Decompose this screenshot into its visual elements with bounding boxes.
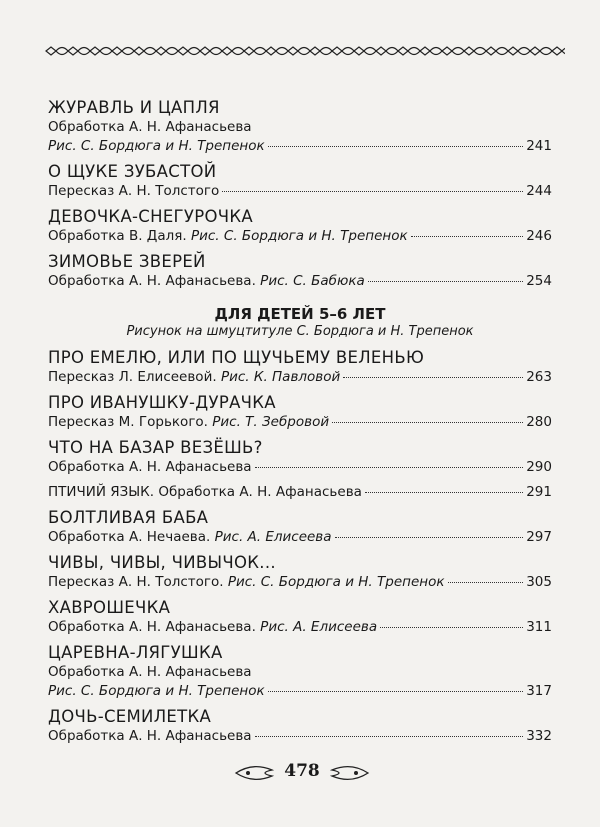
contents-entry [48,553,552,592]
entry-line [48,528,552,547]
entry-line [48,182,552,201]
contents-entry [48,348,552,387]
entry-line [48,137,552,156]
entry-line [48,727,552,746]
entry-illustrator: Рис. С. Бордюга и Н. Трепенок [48,138,265,154]
contents-list-part-1 [48,98,552,291]
entry-title: ЖУРАВЛЬ И ЦАПЛЯ [48,98,220,117]
entry-title: ЧИВЫ, ЧИВЫ, ЧИВЫЧОК... [48,553,276,572]
contents-entry [48,707,552,746]
entry-line [48,368,552,387]
entry-credit [48,682,265,701]
ornament-loop [78,48,90,55]
dot-leader [332,422,523,423]
ornament-diamond [508,47,518,55]
ornament-loop [364,48,376,55]
ornament-diamond [398,47,408,55]
entry-author: ПТИЧИЙ ЯЗЫК. Обработка А. Н. Афанасьева [48,484,362,500]
ornament-diamond [244,47,254,55]
entry-credit [48,528,332,547]
ornament-diamond [376,47,386,55]
entry-author: Обработка А. Нечаева. [48,529,215,545]
entry-line [48,272,552,291]
entry-line [48,663,552,682]
dot-leader [255,467,524,468]
entry-title: ДОЧЬ-СЕМИЛЕТКА [48,707,212,726]
entry-page-number: 317 [526,683,552,699]
entry-author: Обработка А. Н. Афанасьева. [48,273,261,289]
entry-page-number: 280 [526,414,552,430]
page-number: 478 [284,761,320,781]
section-heading: ДЛЯ ДЕТЕЙ 5–6 ЛЕТ [214,305,386,323]
entry-illustrator: Рис. А. Елисеева [260,619,378,635]
ornament-diamond [530,47,540,55]
entry-credit [48,272,365,291]
entry-credit [48,227,408,246]
entry-illustrator: Рис. С. Бордюга и Н. Трепенок [48,683,265,699]
entry-line [48,413,552,432]
ornament-loop [386,48,398,55]
entry-author: Обработка В. Даля. [48,228,191,244]
ornament-diamond [354,47,364,55]
ornament-diamond [178,47,188,55]
ornament-diamond [266,47,276,55]
contents-entry [48,393,552,432]
entry-page-number: 254 [526,273,552,289]
entry-title: О ЩУКЕ ЗУБАСТОЙ [48,162,217,181]
entry-author: Пересказ М. Горького. [48,414,213,430]
entry-title: ДЕВОЧКА-СНЕГУРОЧКА [48,207,254,226]
ornament-loop [430,48,442,55]
ornament-loop [452,48,464,55]
ornament-loop [408,48,420,55]
contents-entry [48,508,552,547]
entry-title: ЗИМОВЬЕ ЗВЕРЕЙ [48,252,206,271]
entry-illustrator: Рис. К. Павловой [220,369,341,385]
ornament-loop [210,48,222,55]
ornament-diamond [156,47,166,55]
entry-page-number: 263 [526,369,552,385]
entry-illustrator: Рис. А. Елисеева [214,529,332,545]
dot-leader [380,627,523,628]
dot-leader [268,146,524,147]
entry-page-number: 244 [526,183,552,199]
entry-title: ЦАРЕВНА-ЛЯГУШКА [48,643,223,662]
ornament-loop [276,48,288,55]
entry-page-number: 297 [526,529,552,545]
dot-leader [335,537,524,538]
ornament-diamond [46,47,56,55]
entry-credit [48,137,265,156]
entry-author: Пересказ Л. Елисеевой. [48,369,221,385]
ornament-loop [254,48,266,55]
dot-leader [448,582,524,583]
contents-entry [48,643,552,701]
ornament-loop [100,48,112,55]
dot-leader [343,377,523,378]
dot-leader [365,492,523,493]
entry-credit [48,413,329,432]
contents-list-part-2 [48,348,552,746]
entry-author: Обработка А. Н. Афанасьева [48,664,252,680]
ornament-loop [540,48,552,55]
entry-credit [48,118,252,137]
entry-author: Пересказ А. Н. Толстого. [48,574,228,590]
entry-line [48,618,552,637]
entry-title: ПРО ЕМЕЛЮ, ИЛИ ПО ЩУЧЬЕМУ ВЕЛЕНЬЮ [48,348,425,367]
entry-line [48,458,552,477]
ornament-diamond [420,47,430,55]
entry-page-number: 290 [526,459,552,475]
entry-title: ЧТО НА БАЗАР ВЕЗЁШЬ? [48,438,263,457]
entry-credit [48,663,252,682]
top-ornament [40,40,565,62]
contents-entry [48,162,552,201]
entry-line [48,483,552,502]
entry-credit [48,618,377,637]
dot-leader [368,281,523,282]
contents-entry [48,252,552,291]
dot-leader [411,236,524,237]
ornament-loop [144,48,156,55]
contents-entry [48,438,552,477]
ornament-diamond [134,47,144,55]
entry-credit [48,727,252,746]
ornament-loop [320,48,332,55]
entry-line [48,682,552,701]
entry-title: ПРО ИВАНУШКУ-ДУРАЧКА [48,393,276,412]
entry-author: Обработка А. Н. Афанасьева [48,459,252,475]
ornament-diamond [442,47,452,55]
entry-credit [48,368,340,387]
ornament-diamond [288,47,298,55]
entry-credit [48,573,445,592]
entry-credit [48,483,362,502]
ornament-loop [562,48,565,55]
entry-page-number: 332 [526,728,552,744]
entry-illustrator: Рис. Т. Зебровой [212,414,330,430]
entry-page-number: 305 [526,574,552,590]
entry-author: Пересказ А. Н. Толстого [48,183,220,199]
ornament-loop [122,48,134,55]
contents-entry [48,207,552,246]
entry-illustrator: Рис. С. Бордюга и Н. Трепенок [227,574,445,590]
entry-credit [48,182,219,201]
entry-illustrator: Рис. С. Бордюга и Н. Трепенок [190,228,408,244]
ornament-diamond [310,47,320,55]
entry-author: Обработка А. Н. Афанасьева [48,728,252,744]
ornament-diamond [68,47,78,55]
contents-entry [48,98,552,156]
ornament-loop [474,48,486,55]
section-subheading: Рисунок на шмуцтитуле С. Бордюга и Н. Трепенок [126,324,474,339]
ornament-loop [298,48,310,55]
ornament-diamond [222,47,232,55]
entry-line [48,573,552,592]
dot-leader [255,736,524,737]
entry-author: Обработка А. Н. Афанасьева. [48,619,261,635]
ornament-diamond [464,47,474,55]
ornament-loop [166,48,178,55]
dot-leader [222,191,523,192]
ornament-diamond [90,47,100,55]
entry-credit [48,458,252,477]
entry-line [48,227,552,246]
ornament-loop [232,48,244,55]
entry-title: ХАВРОШЕЧКА [48,598,171,617]
ornament-loop [518,48,530,55]
ornament-diamond [200,47,210,55]
entry-line [48,118,552,137]
ornament-loop [188,48,200,55]
entry-page-number: 246 [526,228,552,244]
entry-page-number: 291 [526,484,552,500]
ornament-diamond [486,47,496,55]
ornament-diamond [552,47,562,55]
ornament-loop [56,48,68,55]
entry-author: Обработка А. Н. Афанасьева [48,119,252,135]
entry-illustrator: Рис. С. Бабюка [260,273,365,289]
contents-entry [48,598,552,637]
table-of-contents [48,98,552,752]
entry-title: БОЛТЛИВАЯ БАБА [48,508,209,527]
entry-page-number: 311 [526,619,552,635]
dot-leader [268,691,524,692]
entry-page-number: 241 [526,138,552,154]
ornament-diamond [332,47,342,55]
ornament-loop [342,48,354,55]
ornament-diamond [112,47,122,55]
contents-entry [48,483,552,502]
ornament-loop [496,48,508,55]
